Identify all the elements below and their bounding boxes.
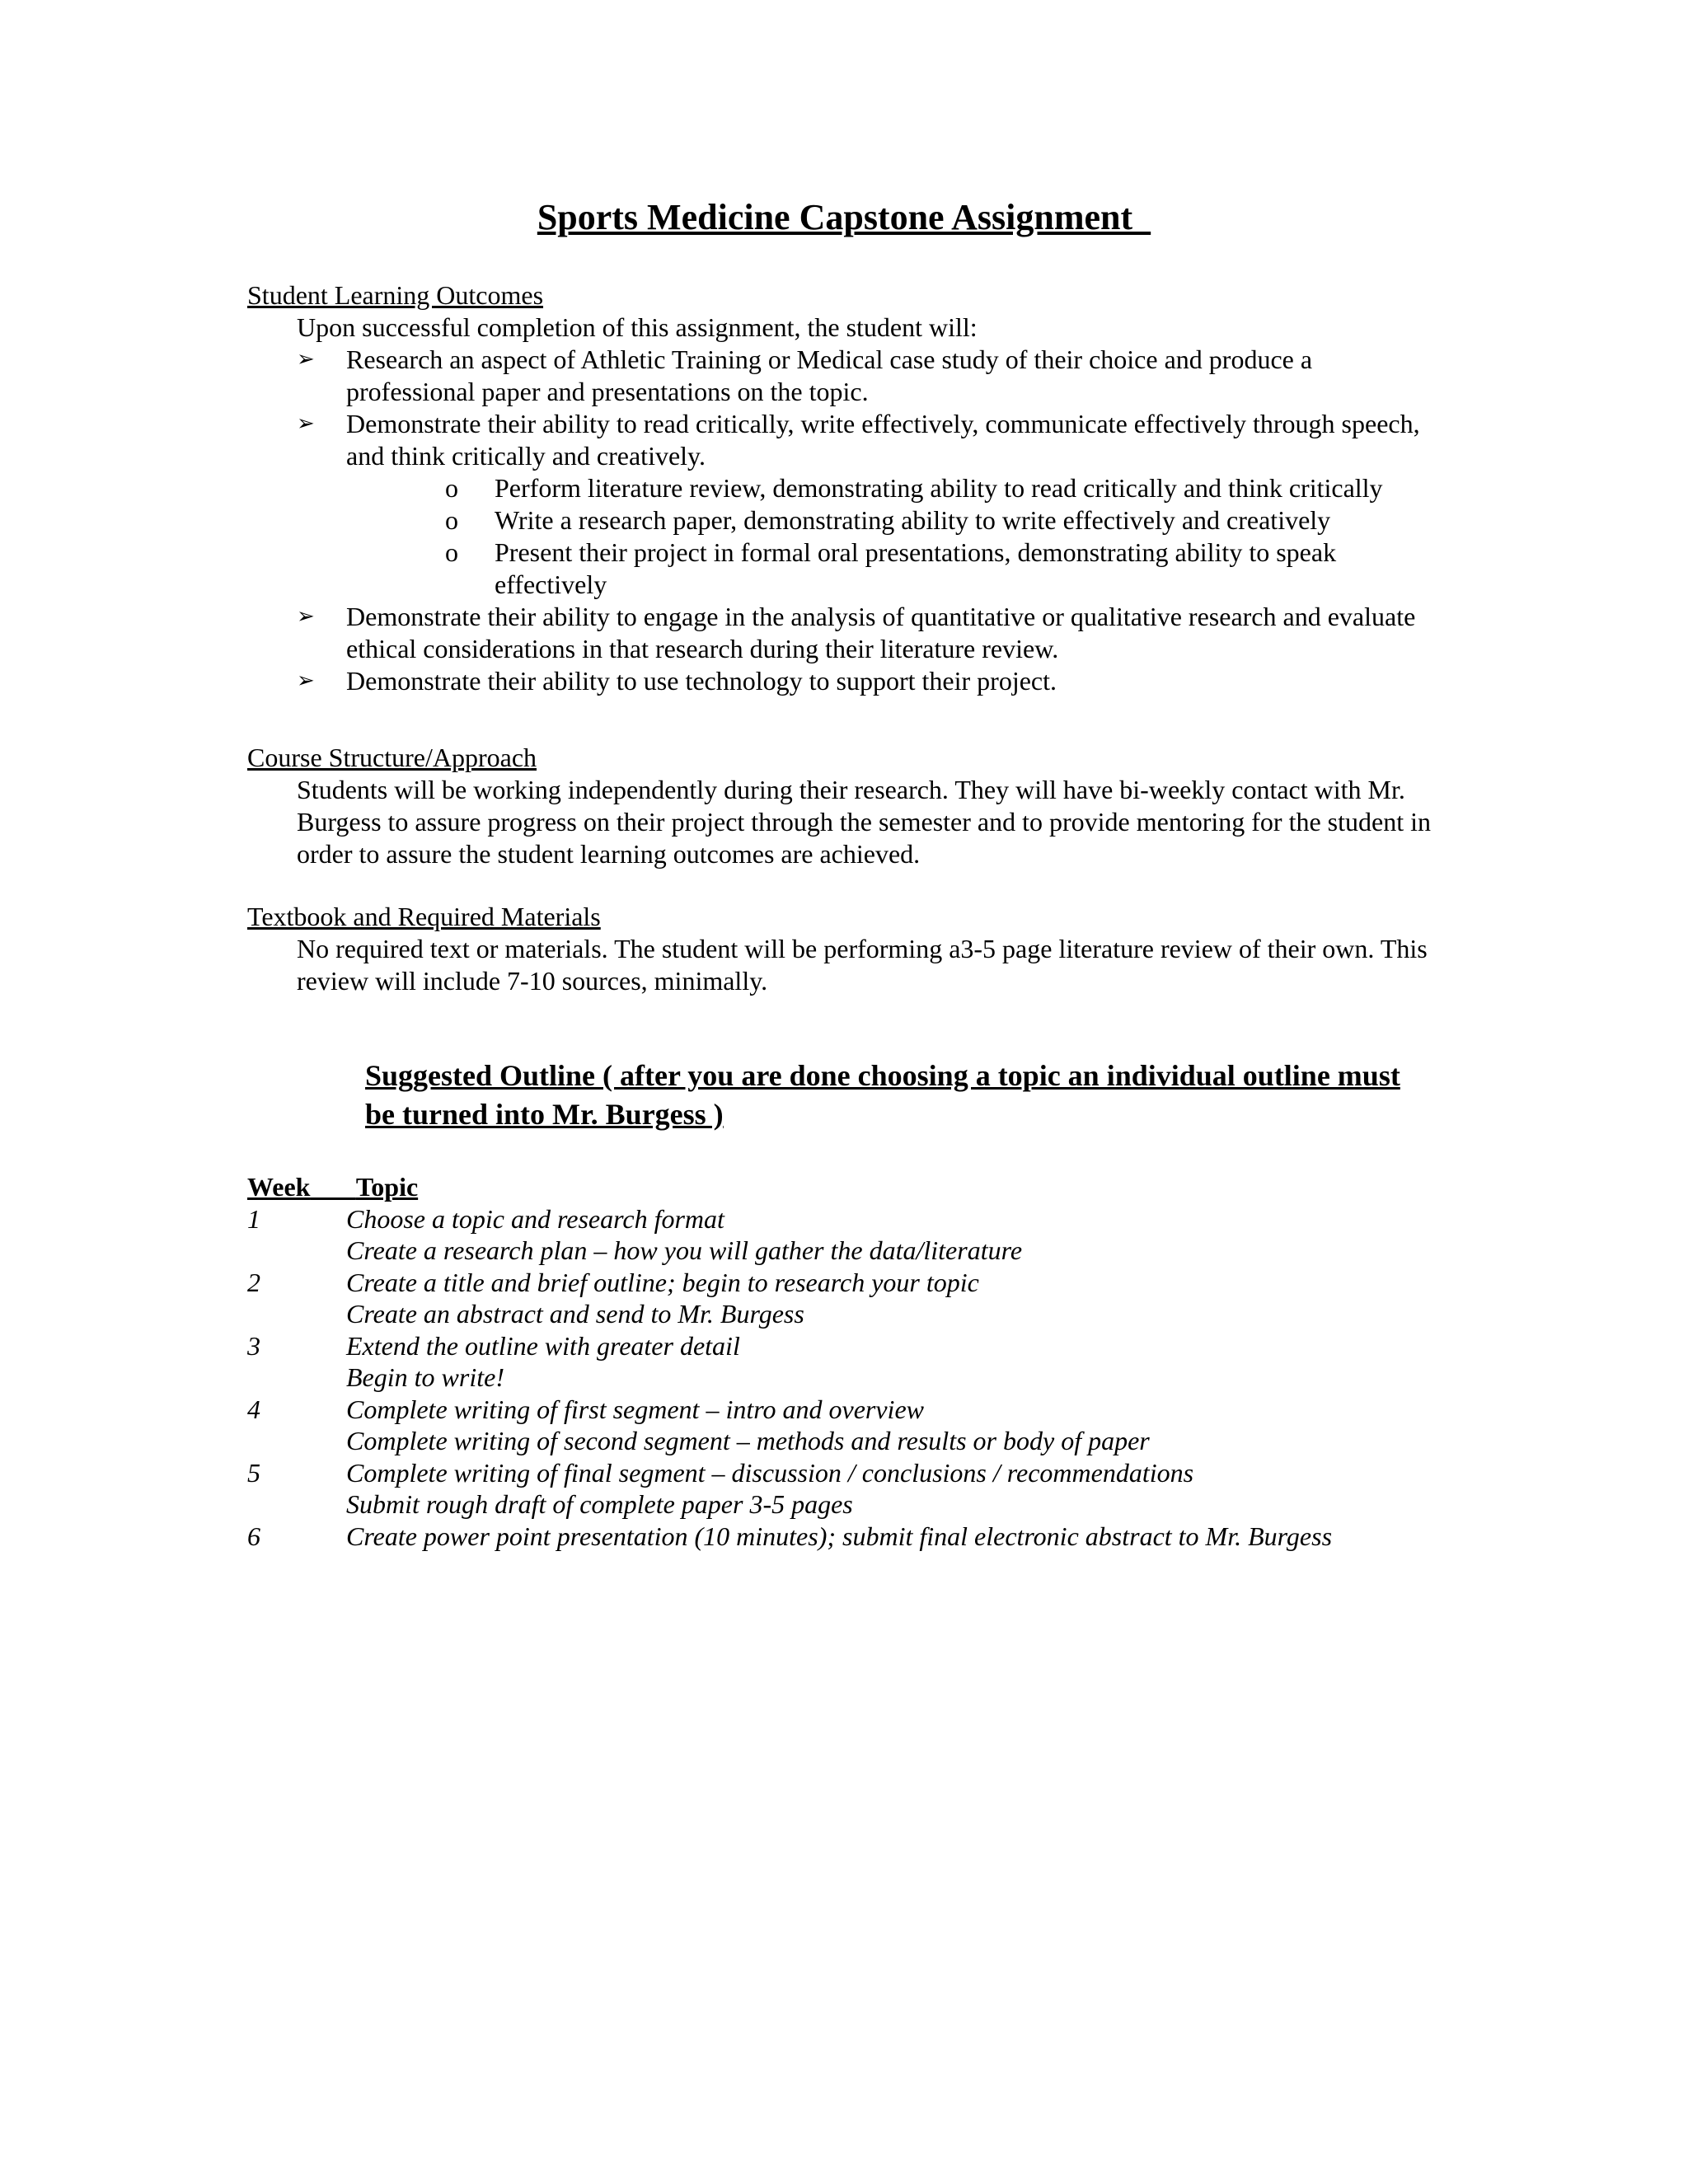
schedule-row [247,1488,1484,1521]
sub-item-text: Present their project in formal oral presentations, demonstrating ability to speak effectively [495,537,1337,599]
sub-item [247,504,1442,537]
sub-item [247,537,1442,601]
week-topic: Complete writing of first segment – intro and overview [346,1394,924,1424]
week-topic: Create power point presentation (10 minutes); submit final electronic abstract to Mr. Burgess [346,1521,1333,1551]
outline-heading: Suggested Outline ( after you are done choosing a topic an individual outline must be turned into Mr. Burgess ) [365,1059,1400,1131]
week-topic: Create an abstract and send to Mr. Burgess [346,1299,804,1329]
sub-item [247,472,1442,504]
structure-heading: Course Structure/Approach [247,743,537,772]
schedule-header [247,1171,1484,1203]
outcomes-heading: Student Learning Outcomes [247,280,544,310]
outcome-text: Research an aspect of Athletic Training or Medical case study of their choice and produce a professional paper and presentations on the topic. [346,344,1313,406]
week-number: 2 [247,1267,260,1297]
arrow-bullet-icon: ➢ [297,668,315,693]
week-number [247,1298,346,1330]
week-number: 4 [247,1394,260,1424]
arrow-bullet-icon: ➢ [297,604,315,629]
outcome-item [247,408,1442,472]
outcome-item [247,601,1442,665]
week-number [247,1235,346,1267]
arrow-bullet-icon: ➢ [297,347,315,372]
outcome-text: Demonstrate their ability to read critically, write effectively, communicate effectively through speech, and think critically and creatively. [346,409,1420,471]
week-number: 6 [247,1521,260,1551]
week-column-header: Week [247,1172,311,1202]
schedule-row [247,1425,1484,1457]
materials-body: No required text or materials. The student will be performing a3-5 page literature review of their own. This review will include 7-10 sources, minimally. [297,934,1428,996]
schedule-row [247,1521,1484,1553]
circle-bullet-icon: o [445,537,458,567]
schedule-row [247,1267,1484,1299]
structure-body: Students will be working independently during their research. They will have bi-weekly contact with Mr. Burgess to assure progress on their project through the semester and to provide mentoring for the student in order to assure the student learning outcomes are achieved. [297,775,1431,869]
schedule-row [247,1298,1484,1330]
schedule-row [247,1457,1484,1489]
outcome-text: Demonstrate their ability to use technology to support their project. [346,666,1057,696]
document-title: Sports Medicine Capstone Assignment [537,197,1151,237]
week-number: 1 [247,1203,260,1234]
materials-section [247,901,1442,997]
outcome-text: Demonstrate their ability to engage in the analysis of quantitative or qualitative research and evaluate ethical considerations in that research during their literature review. [346,602,1416,663]
schedule-row [247,1330,1484,1362]
topic-column-header: Topic [355,1172,419,1202]
week-topic: Complete writing of second segment – methods and results or body of paper [346,1426,1150,1455]
week-topic: Create a research plan – how you will gather the data/literature [346,1235,1023,1265]
week-topic: Create a title and brief outline; begin to research your topic [346,1267,979,1297]
outcome-item [247,344,1442,408]
materials-heading: Textbook and Required Materials [247,902,601,931]
outcomes-intro: Upon successful completion of this assignment, the student will: [297,312,978,342]
sub-item-text: Perform literature review, demonstrating ability to read critically and think critically [495,473,1383,503]
week-topic: Extend the outline with greater detail [346,1330,740,1361]
arrow-bullet-icon: ➢ [297,411,315,436]
structure-section [247,742,1442,870]
circle-bullet-icon: o [445,505,458,535]
schedule-row [247,1394,1484,1426]
outcome-sublist [247,472,1442,601]
week-topic: Complete writing of final segment – discussion / conclusions / recommendations [346,1457,1194,1488]
outcomes-list-continued [247,601,1442,697]
schedule-row [247,1235,1484,1267]
schedule-table [247,1171,1484,1552]
outcomes-list [247,344,1442,472]
outcomes-section [247,279,1442,697]
sub-item-text: Write a research paper, demonstrating ability to write effectively and creatively [495,505,1331,535]
week-number [247,1488,346,1521]
week-topic: Begin to write! [346,1362,504,1392]
schedule-row [247,1203,1484,1235]
week-number: 3 [247,1330,260,1361]
circle-bullet-icon: o [445,473,458,503]
week-topic: Submit rough draft of complete paper 3-5 pages [346,1489,853,1519]
outcome-item [247,665,1442,697]
week-number: 5 [247,1457,260,1488]
week-number [247,1425,346,1457]
week-number [247,1361,346,1394]
schedule-row [247,1361,1484,1394]
week-topic: Choose a topic and research format [346,1203,724,1234]
